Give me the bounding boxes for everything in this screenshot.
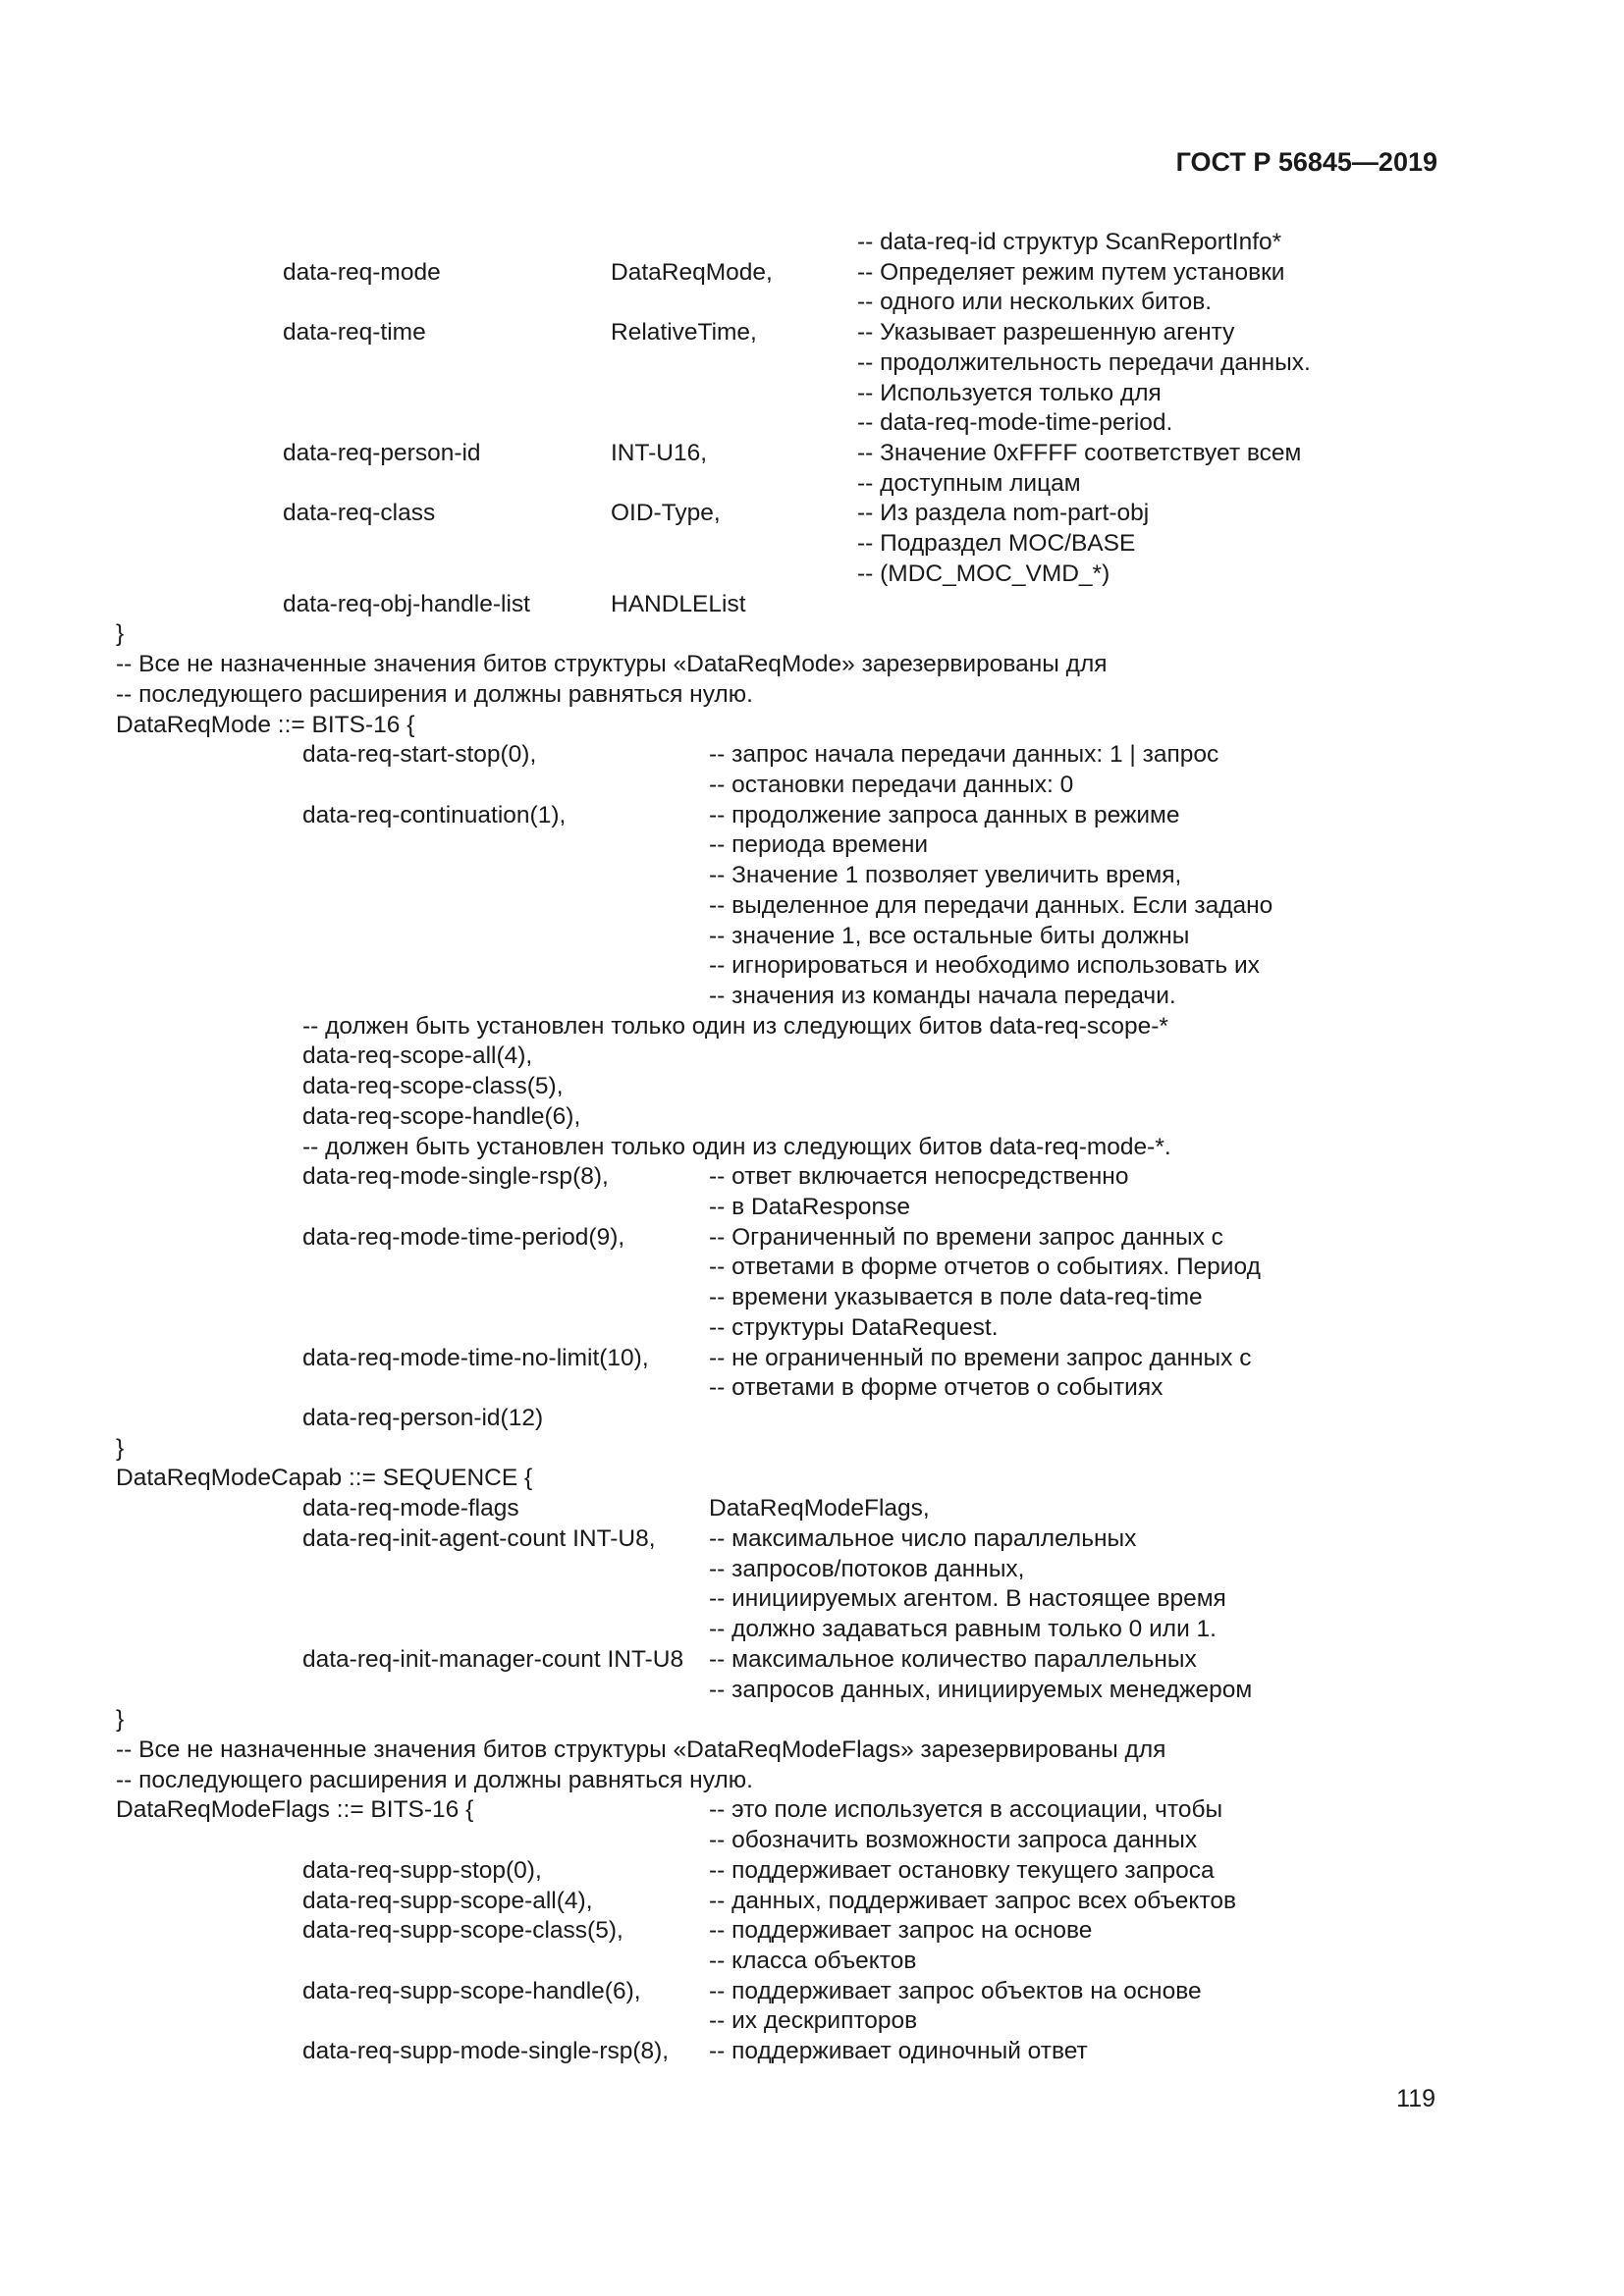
code-comment: -- остановки передачи данных: 0	[709, 771, 1074, 798]
code-line	[0, 560, 1624, 590]
code-line	[0, 1404, 1624, 1434]
code-comment: -- Значение 0xFFFF соответствует всем	[857, 440, 1302, 467]
code-line	[0, 1766, 1624, 1796]
code-text: data-req-time	[283, 319, 426, 347]
code-comment: -- запросов/потоков данных,	[709, 1555, 1025, 1582]
code-comment: -- значение 1, все остальные биты должны	[709, 922, 1190, 949]
code-comment: -- Подраздел MOC/BASE	[857, 530, 1136, 558]
code-text: data-req-supp-scope-all(4),	[302, 1887, 593, 1914]
code-comment: -- Используется только для	[857, 379, 1162, 406]
code-text: data-req-init-manager-count INT-U8	[302, 1645, 684, 1673]
code-comment: -- запрос начала передачи данных: 1 | запрос	[709, 741, 1219, 769]
code-comment: -- игнорироваться и необходимо использовать их	[709, 952, 1260, 980]
code-comment: -- Определяет режим путем установки	[857, 258, 1285, 286]
code-comment: -- в DataResponse	[709, 1194, 911, 1220]
code-line	[0, 1373, 1624, 1404]
code-comment: -- должно задаваться равным только 0 или 1.	[709, 1616, 1217, 1643]
code-line	[0, 1162, 1624, 1193]
code-comment: -- не ограниченный по времени запрос данных с	[709, 1344, 1252, 1371]
code-line	[0, 1253, 1624, 1283]
code-line	[0, 1041, 1624, 1072]
code-line	[0, 2006, 1624, 2037]
code-text: data-req-mode	[283, 258, 441, 286]
code-line	[0, 830, 1624, 861]
code-comment: -- продолжительность передачи данных.	[857, 348, 1311, 376]
code-comment: -- поддерживает запрос объектов на основе	[709, 1977, 1202, 2004]
code-text: data-req-person-id(12)	[302, 1405, 544, 1432]
code-text: HANDLEList	[611, 590, 746, 617]
code-text: }	[116, 620, 125, 648]
code-comment: -- поддерживает остановку текущего запроса	[709, 1856, 1215, 1884]
code-text: DataReqModeCapab ::= SEQUENCE {	[116, 1465, 533, 1492]
code-line	[0, 499, 1624, 529]
code-line	[0, 1856, 1624, 1887]
code-line	[0, 348, 1624, 379]
code-comment: -- структуры DataRequest.	[709, 1313, 999, 1341]
code-line	[0, 1102, 1624, 1133]
code-line	[0, 951, 1624, 982]
code-line	[0, 1735, 1624, 1766]
code-text: }	[116, 1706, 125, 1734]
code-line	[0, 439, 1624, 469]
code-text: DataReqMode ::= BITS-16 {	[116, 711, 415, 738]
code-line	[0, 1313, 1624, 1344]
code-line	[0, 801, 1624, 831]
code-text: data-req-mode-flags	[302, 1495, 519, 1522]
code-comment: -- выделенное для передачи данных. Если задано	[709, 891, 1273, 919]
code-line	[0, 1012, 1624, 1042]
code-comment: -- инициируемых агентом. В настоящее время	[709, 1585, 1226, 1613]
code-comment: -- Из раздела nom-part-obj	[857, 500, 1150, 527]
code-line	[0, 1947, 1624, 1977]
code-text: OID-Type,	[611, 500, 721, 527]
code-text: data-req-scope-all(4),	[302, 1042, 533, 1070]
code-text: -- должен быть установлен только один из следующих битов data-req-scope-*	[302, 1012, 1168, 1040]
code-text: data-req-supp-scope-handle(6),	[302, 1977, 641, 2004]
code-comment: -- ответами в форме отчетов о событиях. Период	[709, 1254, 1261, 1281]
code-line	[0, 1494, 1624, 1524]
code-line	[0, 1434, 1624, 1465]
code-text: data-req-mode-time-period(9),	[302, 1223, 625, 1251]
code-line	[0, 1615, 1624, 1645]
code-text: data-req-person-id	[283, 440, 481, 467]
code-line	[0, 922, 1624, 952]
code-line	[0, 318, 1624, 348]
code-comment: -- значения из команды начала передачи.	[709, 982, 1176, 1009]
code-comment: -- Значение 1 позволяет увеличить время,	[709, 862, 1182, 889]
code-comment: -- доступным лицам	[857, 469, 1081, 497]
code-line	[0, 1705, 1624, 1735]
code-text: RelativeTime,	[611, 319, 757, 347]
code-line	[0, 1645, 1624, 1676]
code-comment: -- ответами в форме отчетов о событиях	[709, 1374, 1164, 1402]
code-line	[0, 379, 1624, 409]
code-line	[0, 1524, 1624, 1555]
code-line	[0, 1795, 1624, 1826]
code-line	[0, 258, 1624, 289]
code-text: data-req-supp-stop(0),	[302, 1856, 542, 1884]
code-comment: -- обозначить возможности запроса данных	[709, 1827, 1198, 1854]
code-comment: -- Ограниченный по времени запрос данных с	[709, 1223, 1223, 1251]
document-header: ГОСТ Р 56845—2019	[1175, 147, 1437, 177]
code-comment: -- Указывает разрешенную агенту	[857, 319, 1235, 347]
code-line	[0, 1283, 1624, 1313]
code-text: -- Все не назначенные значения битов структуры «DataReqMode» зарезервированы для	[116, 651, 1108, 678]
code-comment: -- одного или нескольких битов.	[857, 289, 1213, 316]
code-line	[0, 1464, 1624, 1494]
code-comment: -- запросов данных, инициируемых менеджером	[709, 1676, 1253, 1703]
code-line	[0, 1887, 1624, 1917]
code-line	[0, 1584, 1624, 1615]
code-line	[0, 288, 1624, 318]
code-text: data-req-supp-mode-single-rsp(8),	[302, 2038, 670, 2065]
code-text: data-req-scope-class(5),	[302, 1073, 564, 1100]
code-text: data-req-supp-scope-class(5),	[302, 1917, 623, 1945]
code-text: -- последующего расширения и должны равняться нулю.	[116, 680, 753, 708]
code-text: data-req-init-agent-count INT-U8,	[302, 1524, 656, 1552]
code-text: data-req-class	[283, 500, 436, 527]
code-comment: -- (MDC_MOC_VMD_*)	[857, 560, 1110, 587]
code-comment: -- максимальное количество параллельных	[709, 1645, 1197, 1673]
code-line	[0, 861, 1624, 891]
code-text: -- Все не назначенные значения битов структуры «DataReqModeFlags» зарезервированы для	[116, 1735, 1166, 1763]
code-line	[0, 680, 1624, 711]
code-text: -- последующего расширения и должны равняться нулю.	[116, 1766, 753, 1793]
code-text: }	[116, 1434, 125, 1462]
code-line	[0, 2037, 1624, 2067]
code-comment: -- data-req-id структур ScanReportInfo*	[857, 229, 1282, 255]
code-text: DataReqMode,	[611, 258, 773, 286]
code-line	[0, 1977, 1624, 2007]
code-comment: -- времени указывается в поле data-req-time	[709, 1284, 1203, 1311]
code-line	[0, 1072, 1624, 1102]
code-text: INT-U16,	[611, 440, 708, 467]
code-line	[0, 590, 1624, 620]
code-line	[0, 228, 1624, 258]
code-line	[0, 469, 1624, 500]
code-comment: -- ответ включается непосредственно	[709, 1163, 1129, 1191]
code-line	[0, 408, 1624, 439]
code-line	[0, 1344, 1624, 1374]
code-line	[0, 1826, 1624, 1856]
code-line	[0, 740, 1624, 771]
code-line	[0, 1916, 1624, 1947]
code-text: DataReqModeFlags ::= BITS-16 {	[116, 1796, 474, 1824]
code-text: data-req-mode-time-no-limit(10),	[302, 1344, 649, 1371]
code-text: data-req-continuation(1),	[302, 801, 567, 828]
code-line	[0, 650, 1624, 680]
code-line	[0, 711, 1624, 741]
code-comment: -- поддерживает запрос на основе	[709, 1917, 1093, 1945]
code-line	[0, 619, 1624, 650]
code-line	[0, 1555, 1624, 1585]
code-text: -- должен быть установлен только один из следующих битов data-req-mode-*.	[302, 1133, 1171, 1160]
code-line	[0, 529, 1624, 560]
code-comment: -- data-req-mode-time-period.	[857, 409, 1173, 437]
code-comment: -- это поле используется в ассоциации, чтобы	[709, 1796, 1223, 1824]
code-line	[0, 1676, 1624, 1706]
asn1-listing	[0, 228, 1624, 2067]
code-line	[0, 771, 1624, 801]
code-line	[0, 1223, 1624, 1254]
code-line	[0, 891, 1624, 922]
code-comment: -- данных, поддерживает запрос всех объектов	[709, 1887, 1236, 1914]
code-text: data-req-mode-single-rsp(8),	[302, 1163, 609, 1191]
code-comment: -- их дескрипторов	[709, 2007, 918, 2035]
code-comment: -- класса объектов	[709, 1947, 917, 1974]
code-comment: -- поддерживает одиночный ответ	[709, 2038, 1088, 2065]
code-comment: -- продолжение запроса данных в режиме	[709, 801, 1180, 828]
code-text: data-req-scope-handle(6),	[302, 1102, 581, 1130]
code-text: data-req-start-stop(0),	[302, 741, 537, 769]
code-line	[0, 1133, 1624, 1163]
code-text: DataReqModeFlags,	[709, 1495, 930, 1522]
code-line	[0, 982, 1624, 1012]
code-comment: -- периода времени	[709, 831, 929, 859]
code-line	[0, 1193, 1624, 1223]
code-text: data-req-obj-handle-list	[283, 590, 530, 617]
code-comment: -- максимальное число параллельных	[709, 1524, 1137, 1552]
page-number: 119	[1396, 2085, 1435, 2112]
